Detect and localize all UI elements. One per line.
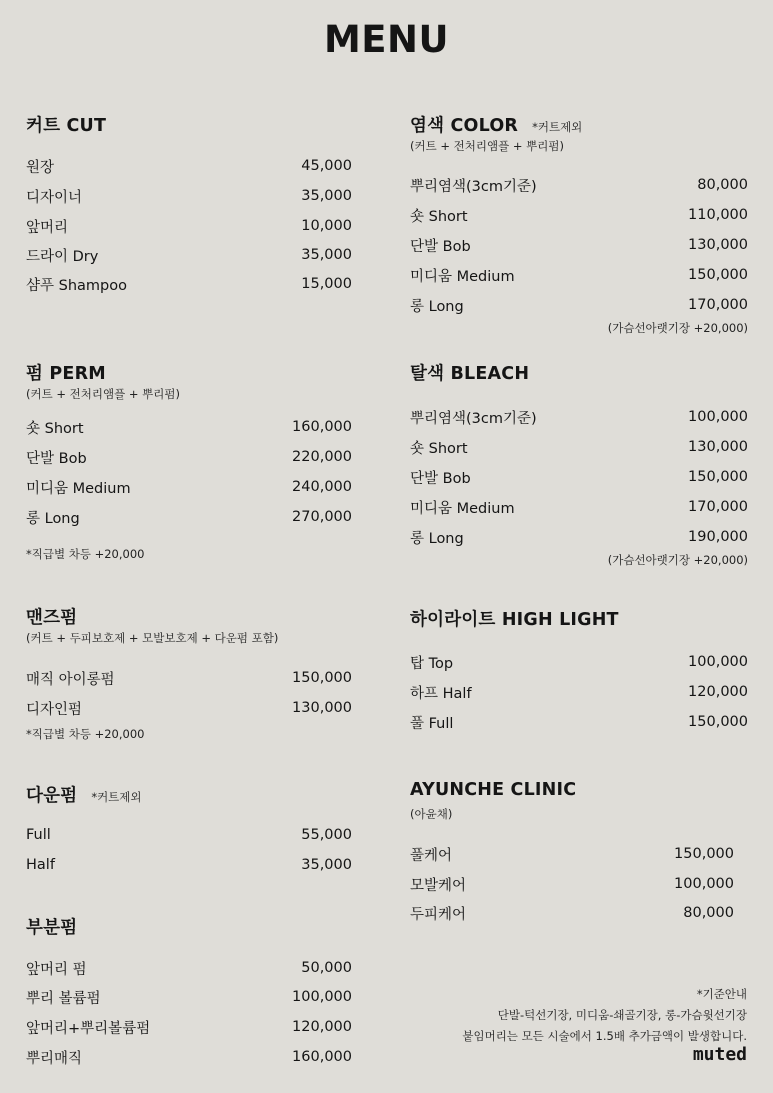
- item-price: 150,000: [292, 670, 352, 686]
- item-price: 150,000: [688, 714, 748, 730]
- section-title: 부분펌: [26, 918, 78, 938]
- item-name: 숏 Short: [410, 440, 468, 457]
- item-price: 35,000: [301, 857, 352, 873]
- item-name: Full: [26, 827, 51, 843]
- item-name: 롱 Long: [410, 530, 464, 547]
- section-title: AYUNCHE CLINIC: [410, 780, 577, 800]
- item-price: 130,000: [688, 439, 748, 455]
- item-price: 220,000: [292, 449, 352, 465]
- item-price: 35,000: [301, 188, 352, 204]
- item-name: 두피케어: [410, 906, 467, 923]
- section-subtitle: (커트 + 전처리앰플 + 뿌리펌): [410, 139, 564, 153]
- item-price: 150,000: [688, 267, 748, 283]
- item-price: 50,000: [301, 960, 352, 976]
- section-note: *직급별 차등 +20,000: [26, 727, 145, 741]
- footer-line: 단발-턱선기장, 미디움-쇄골기장, 롱-가슴윗선기장: [497, 1008, 747, 1022]
- item-price: 100,000: [292, 989, 352, 1005]
- item-name: 숏 Short: [410, 208, 468, 225]
- footer-notes: [462, 984, 747, 1047]
- item-name: 단발 Bob: [410, 470, 471, 487]
- footer-line: *기준안내: [696, 987, 747, 1001]
- section-perm: [26, 360, 352, 404]
- item-name: 미디움 Medium: [410, 500, 515, 517]
- item-name: 단발 Bob: [410, 238, 471, 255]
- section-subtitle: (아윤채): [410, 807, 453, 821]
- item-name: 풀 Full: [410, 715, 454, 732]
- page-title: MENU: [323, 18, 450, 61]
- list-item: [26, 156, 352, 176]
- item-name: 뿌리 볼륨펌: [26, 990, 101, 1007]
- list-item: [410, 844, 734, 864]
- item-price: 160,000: [292, 1049, 352, 1065]
- item-name: 매직 아이롱펌: [26, 671, 115, 688]
- item-name: 뿌리염색(3cm기준): [410, 178, 537, 195]
- item-price: 130,000: [292, 700, 352, 716]
- section-cut: [26, 112, 352, 136]
- item-name: 디자인펌: [26, 701, 83, 718]
- item-price: 190,000: [688, 529, 748, 545]
- item-price: 100,000: [674, 876, 734, 892]
- list-item: [26, 507, 352, 527]
- section-bleach: [410, 360, 748, 384]
- item-name: 뿌리매직: [26, 1050, 83, 1067]
- list-item: [26, 274, 352, 294]
- item-price: 100,000: [688, 654, 748, 670]
- item-price: 15,000: [301, 276, 352, 292]
- item-price: 240,000: [292, 479, 352, 495]
- item-name: 원장: [26, 159, 55, 176]
- item-price: 170,000: [688, 499, 748, 515]
- section-note: *커트제외: [532, 120, 583, 134]
- item-price: 110,000: [688, 207, 748, 223]
- item-name: 모발케어: [410, 877, 467, 894]
- item-name: 미디움 Medium: [410, 268, 515, 285]
- section-note: (가슴선아랫기장 +20,000): [607, 553, 748, 567]
- item-name: 앞머리 펌: [26, 961, 87, 978]
- item-price: 55,000: [301, 827, 352, 843]
- list-item: [26, 825, 352, 845]
- item-price: 270,000: [292, 509, 352, 525]
- list-item: [26, 668, 352, 688]
- list-item: [410, 903, 734, 923]
- list-item: [26, 698, 352, 718]
- list-item: [410, 652, 748, 672]
- item-price: 160,000: [292, 419, 352, 435]
- item-price: 170,000: [688, 297, 748, 313]
- list-item: [26, 447, 352, 467]
- section-note: (가슴선아랫기장 +20,000): [607, 321, 748, 335]
- section-title: 펌 PERM: [26, 364, 106, 384]
- item-price: 130,000: [688, 237, 748, 253]
- list-item: [410, 712, 748, 732]
- section-note: *직급별 차등 +20,000: [26, 547, 145, 561]
- list-item: [26, 417, 352, 437]
- item-name: 하프 Half: [410, 685, 472, 702]
- list-item: [26, 1047, 352, 1067]
- item-name: 디자이너: [26, 189, 83, 206]
- item-name: 앞머리: [26, 219, 69, 236]
- section-title: 커트 CUT: [26, 116, 107, 136]
- list-item: [410, 682, 748, 702]
- section-down-perm: [26, 782, 352, 806]
- list-item: [26, 186, 352, 206]
- list-item: [410, 467, 748, 487]
- item-price: 150,000: [688, 469, 748, 485]
- item-price: 80,000: [697, 177, 748, 193]
- item-name: 단발 Bob: [26, 450, 87, 467]
- list-item: [410, 205, 748, 225]
- item-name: 롱 Long: [26, 510, 80, 527]
- item-name: 미디움 Medium: [26, 480, 131, 497]
- item-price: 100,000: [688, 409, 748, 425]
- footer-line: 붙임머리는 모든 시술에서 1.5배 추가금액이 발생합니다.: [462, 1029, 747, 1043]
- list-item: [26, 245, 352, 265]
- section-note: *커트제외: [91, 790, 142, 804]
- item-name: 숏 Short: [26, 420, 84, 437]
- section-color: [410, 112, 748, 156]
- item-name: Half: [26, 857, 55, 873]
- section-title: 탈색 BLEACH: [410, 364, 530, 384]
- list-item: [410, 175, 748, 195]
- list-item: [410, 407, 748, 427]
- section-highlight: [410, 606, 748, 630]
- item-name: 앞머리+뿌리볼륨펌: [26, 1020, 151, 1037]
- list-item: [26, 1017, 352, 1037]
- section-subtitle: (커트 + 전처리앰플 + 뿌리펌): [26, 387, 180, 401]
- item-name: 드라이 Dry: [26, 248, 99, 265]
- brand-logo: muted: [692, 1044, 747, 1065]
- item-price: 150,000: [674, 846, 734, 862]
- item-price: 10,000: [301, 218, 352, 234]
- list-item: [26, 855, 352, 875]
- list-item: [410, 265, 748, 285]
- list-item: [26, 958, 352, 978]
- item-name: 뿌리염색(3cm기준): [410, 410, 537, 427]
- list-item: [410, 497, 748, 517]
- list-item: [26, 477, 352, 497]
- item-name: 풀케어: [410, 847, 453, 864]
- list-item: [26, 987, 352, 1007]
- item-price: 35,000: [301, 247, 352, 263]
- item-name: 탑 Top: [410, 655, 454, 672]
- section-partial-perm: [26, 914, 352, 938]
- section-title: 맨즈펌: [26, 608, 78, 628]
- item-price: 120,000: [292, 1019, 352, 1035]
- section-title: 하이라이트 HIGH LIGHT: [410, 610, 619, 630]
- item-price: 120,000: [688, 684, 748, 700]
- item-name: 샴푸 Shampoo: [26, 277, 127, 294]
- list-item: [410, 874, 734, 894]
- list-item: [410, 295, 748, 315]
- section-title: 다운펌: [26, 786, 78, 806]
- list-item: [410, 527, 748, 547]
- section-title: 염색 COLOR: [410, 116, 519, 136]
- section-mens-perm: [26, 604, 352, 648]
- section-clinic: [410, 780, 748, 824]
- list-item: [410, 235, 748, 255]
- item-price: 45,000: [301, 158, 352, 174]
- item-name: 롱 Long: [410, 298, 464, 315]
- list-item: [26, 216, 352, 236]
- item-price: 80,000: [683, 905, 734, 921]
- section-subtitle: (커트 + 두피보호제 + 모발보호제 + 다운펌 포함): [26, 631, 279, 645]
- list-item: [410, 437, 748, 457]
